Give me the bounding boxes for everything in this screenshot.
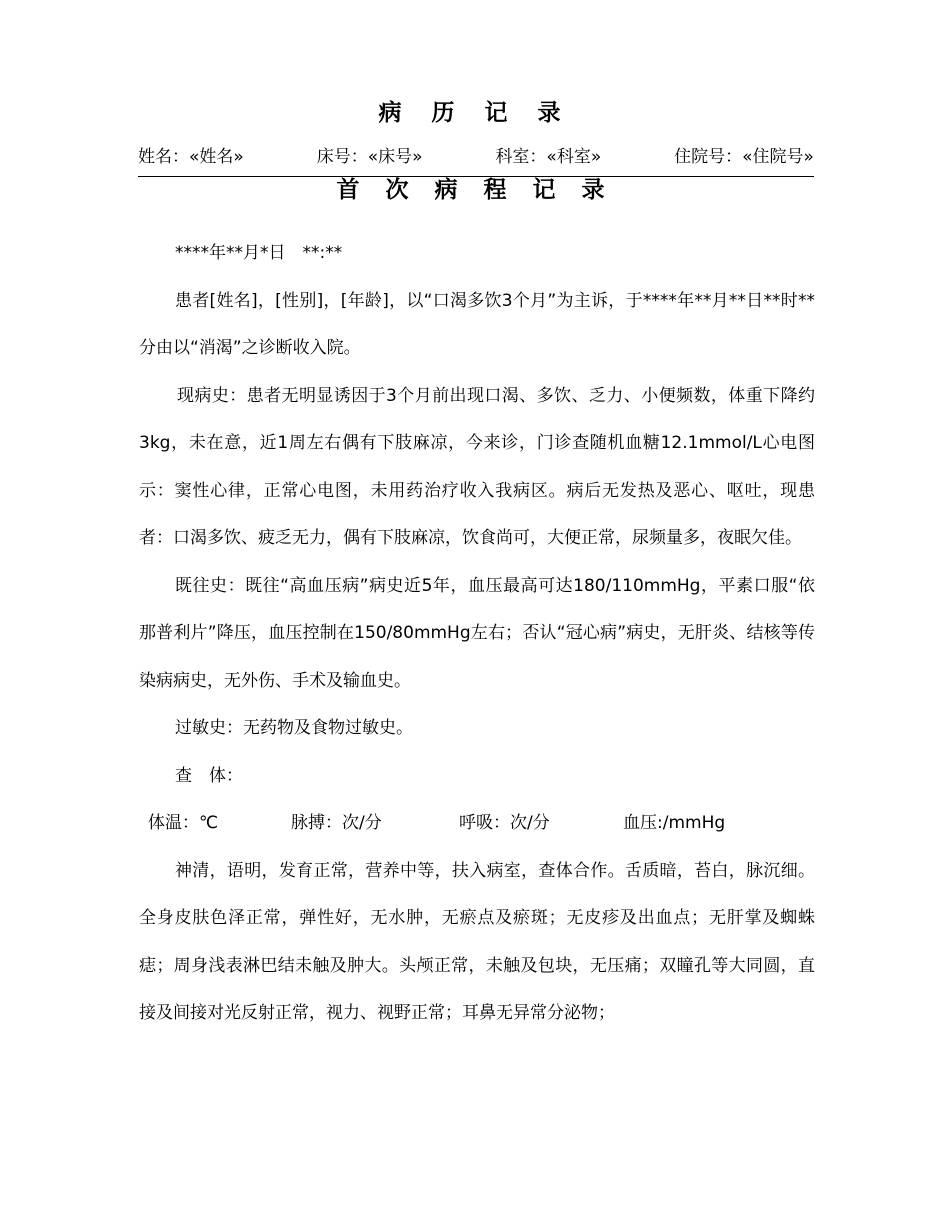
- present-illness-paragraph: 现病史：患者无明显诱因于3个月前出现口渴、多饮、乏力、小便频数，体重下降约3kg，未在意，近1周左右偶有下肢麻凉，今来诊，门诊查随机血糖12.1mmol/L心电图示：窦性心律，正常心电图，未用药治疗收入我病区。病后无发热及恶心、呕吐，现患者：口渴多饮、疲乏无力，偶有下肢麻凉，饮食尚可，大便正常，尿频量多，夜眠欠佳。: [139, 385, 815, 548]
- respiration-field: 呼吸：次/分: [459, 813, 550, 833]
- allergy-history-paragraph: 过敏史：无药物及食物过敏史。: [175, 718, 413, 738]
- pulse-field: 脉搏：次/分: [291, 813, 382, 833]
- physical-exam-paragraph: 神清，语明，发育正常，营养中等，扶入病室，查体合作。舌质暗，苔白，脉沉细。全身皮肤色泽正常，弹性好，无水肿，无瘀点及瘀斑；无皮疹及出血点；无肝掌及蜘蛛痣；周身浅表淋巴结未触及肿大。头颅正常，未触及包块，无压痛；双瞳孔等大同圆，直接及间接对光反射正常，视力、视野正常；耳鼻无异常分泌物；: [139, 860, 815, 1023]
- patient-header: [138, 144, 814, 170]
- department-field: 科室：«科室»: [495, 147, 602, 167]
- physical-exam-label: 查 体：: [175, 765, 243, 786]
- record-body: [139, 230, 815, 1038]
- section-title: 首 次 病 程 记 录: [336, 177, 614, 203]
- bed-number-field: 床号：«床号»: [316, 147, 423, 167]
- blood-pressure-field: 血压:/mmHg: [623, 813, 726, 833]
- vital-signs-row: [139, 800, 815, 848]
- record-date-line: ****年**月*日 **:**: [175, 243, 343, 263]
- patient-name-field: 姓名：«姓名»: [138, 147, 244, 167]
- chief-complaint-paragraph: 患者[姓名]，[性别]，[年龄]，以“口渴多饮3个月”为主诉，于****年**月**日**时**分由以“消渴”之诊断收入院。: [139, 290, 815, 358]
- admission-number-field: 住院号：«住院号»: [674, 147, 814, 167]
- past-history-paragraph: 既往史：既往“高血压病”病史近5年，血压最高可达180/110mmHg，平素口服“依那普利片”降压，血压控制在150/80mmHg左右；否认“冠心病”病史，无肝炎、结核等传染病病史，无外伤、手术及输血史。: [139, 575, 815, 691]
- temperature-field: 体温：℃: [148, 813, 219, 833]
- document-title: 病 历 记 录: [378, 100, 572, 126]
